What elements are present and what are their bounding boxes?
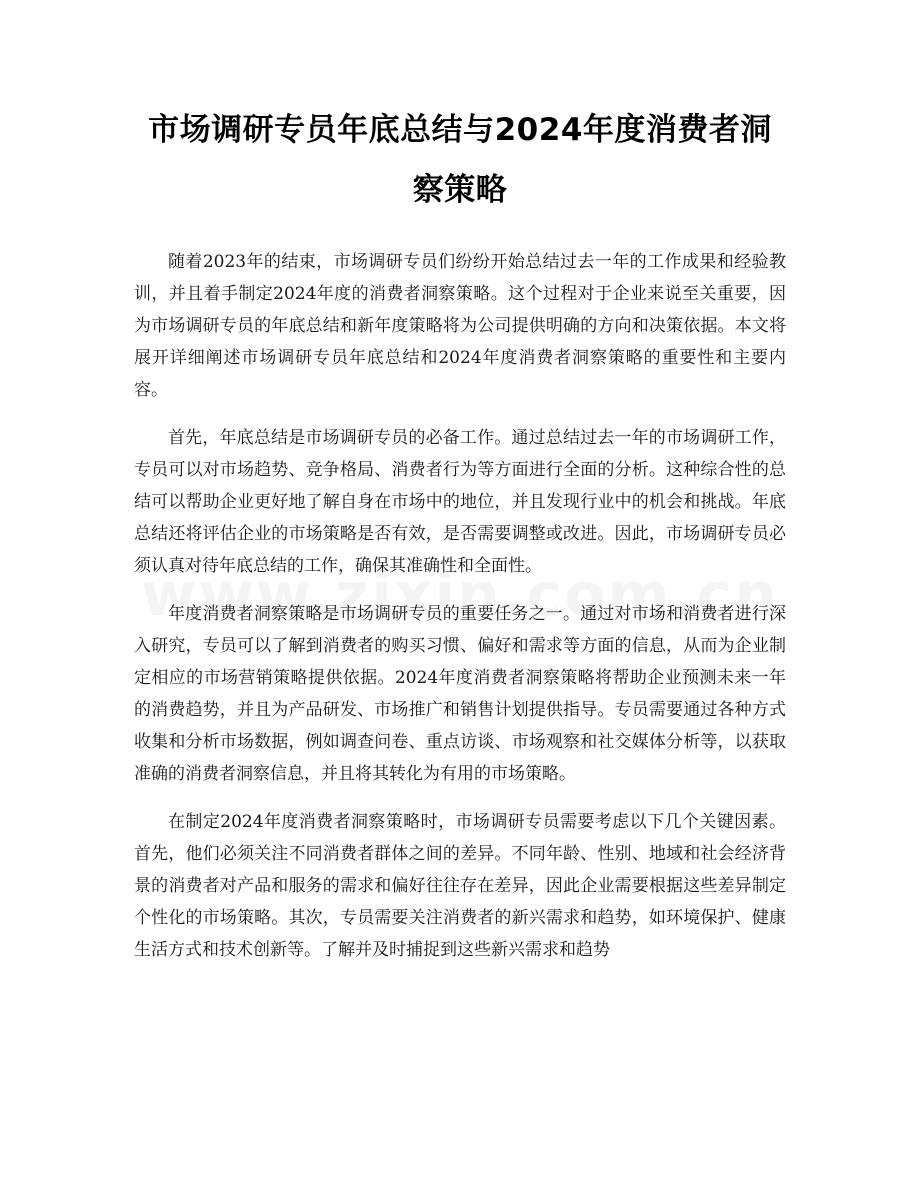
- document-title: 市场调研专员年底总结与2024年度消费者洞察策略: [148, 112, 772, 208]
- paragraph-1: 随着2023年的结束，市场调研专员们纷纷开始总结过去一年的工作成果和经验教训，并且着手制定2024年度的消费者洞察策略。这个过程对于企业来说至关重要，因为市场调研专员的年底总结和新年度策略将为公司提供明确的方向和决策依据。本文将展开详细阐述市场调研专员年底总结和2024年度消费者洞察策略的重要性和主要内容。: [134, 252, 786, 400]
- paragraph-2: 首先，年底总结是市场调研专员的必备工作。通过总结过去一年的市场调研工作，专员可以对市场趋势、竞争格局、消费者行为等方面进行全面的分析。这种综合性的总结可以帮助企业更好地了解自身在市场中的地位，并且发现行业中的机会和挑战。年底总结还将评估企业的市场策略是否有效，是否需要调整或改进。因此，市场调研专员必须认真对待年底总结的工作，确保其准确性和全面性。: [134, 428, 786, 576]
- paragraph-3: 年度消费者洞察策略是市场调研专员的重要任务之一。通过对市场和消费者进行深入研究，专员可以了解到消费者的购买习惯、偏好和需求等方面的信息，从而为企业制定相应的市场营销策略提供依据。2024年度消费者洞察策略将帮助企业预测未来一年的消费趋势，并且为产品研发、市场推广和销售计划提供指导。专员需要通过各种方式收集和分析市场数据，例如调查问卷、重点访谈、市场观察和社交媒体分析等，以获取准确的消费者洞察信息，并且将其转化为有用的市场策略。: [134, 604, 786, 784]
- paragraph-4: 在制定2024年度消费者洞察策略时，市场调研专员需要考虑以下几个关键因素。首先，他们必须关注不同消费者群体之间的差异。不同年龄、性别、地域和社会经济背景的消费者对产品和服务的需求和偏好往往存在差异，因此企业需要根据这些差异制定个性化的市场策略。其次，专员需要关注消费者的新兴需求和趋势，如环境保护、健康生活方式和技术创新等。了解并及时捕捉到这些新兴需求和趋势: [134, 812, 786, 960]
